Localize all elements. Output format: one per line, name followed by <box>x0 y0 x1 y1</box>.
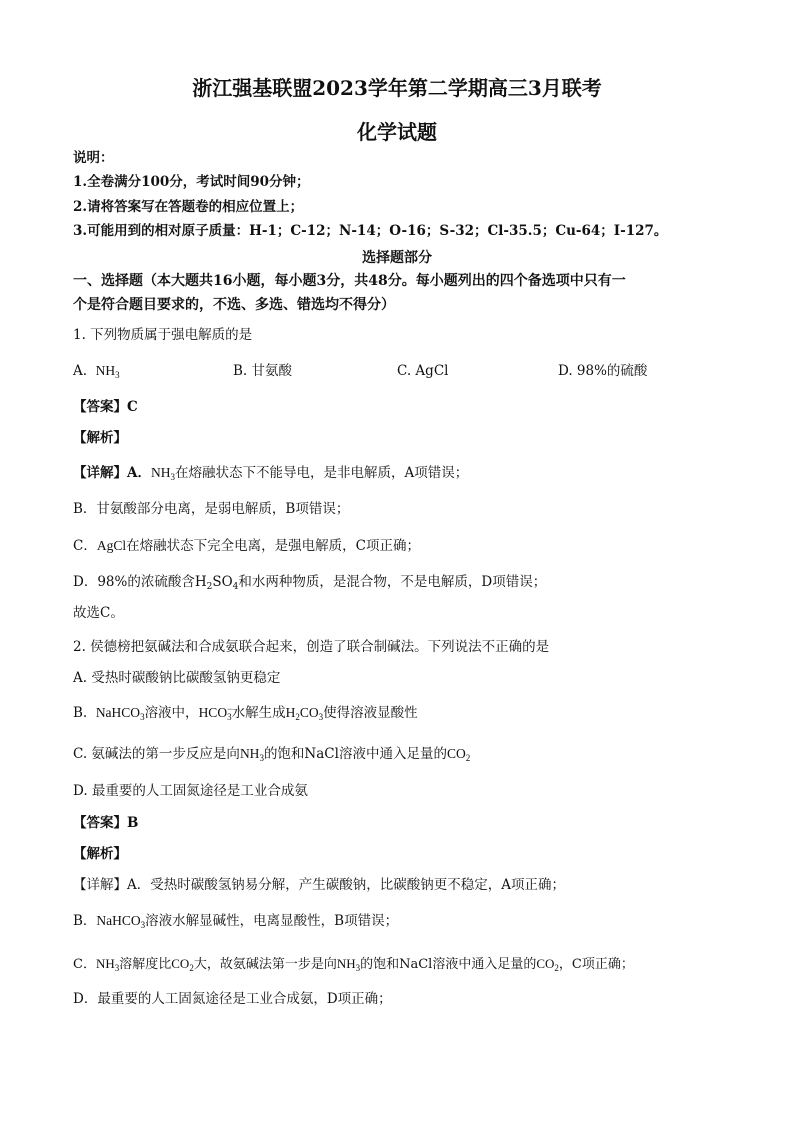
instructions-label: 说明： <box>73 150 114 166</box>
section-heading-line1: 一、选择题（本大题共16小题，每小题3分，共48分。每小题列出的四个备选项中只有一 <box>73 273 626 289</box>
q1-detail-a: 【详解】A．$NH_3$在熔融状态下不能导电，是非电解质，A项错误； <box>73 465 469 482</box>
q1-stem: 1. 下列物质属于强电解质的是 <box>73 327 253 343</box>
q1-option-d: D. 98%的硫酸 <box>558 363 648 379</box>
q1-answer: 【答案】C <box>73 399 138 415</box>
q2-answer: 【答案】B <box>73 815 139 831</box>
instruction-item-3: 3.可能用到的相对原子质量：H-1；C-12；N-14；O-16；S-32；Cl-35.5；Cu-64；I-127。 <box>73 223 668 239</box>
q1-analysis-label: 【解析】 <box>73 430 127 446</box>
q2-option-d: D. 最重要的人工固氮途径是工业合成氨 <box>73 783 308 799</box>
exam-title: 浙江强基联盟2023学年第二学期高三3月联考 <box>192 76 602 100</box>
q2-detail-a: 【详解】A．受热时碳酸氢钠易分解，产生碳酸钠，比碳酸钠更不稳定，A项正确； <box>73 877 565 893</box>
q2-detail-b: B．NaHCO$_3$溶液水解显碱性，电离显酸性，B项错误； <box>73 913 399 930</box>
q1-detail-b: B．甘氨酸部分电离，是弱电解质，B项错误； <box>73 501 350 517</box>
q2-option-b: B. NaHCO$_3$溶液中，$HCO^-_3$水解生成$H_2CO_3$使得溶液显酸性 <box>73 704 418 722</box>
q2-option-a: A. 受热时碳酸钠比碳酸氢钠更稳定 <box>73 670 281 686</box>
q2-analysis-label: 【解析】 <box>73 846 127 862</box>
q1-option-b: B. 甘氨酸 <box>233 363 293 379</box>
instruction-item-1: 1.全卷满分100分，考试时间90分钟； <box>73 174 310 190</box>
instruction-item-2: 2.请将答案写在答题卷的相应位置上； <box>73 199 304 215</box>
section-title: 选择题部分 <box>362 250 432 266</box>
q2-stem: 2. 侯德榜把氨碱法和合成氨联合起来，创造了联合制碱法。下列说法不正确的是 <box>73 639 550 655</box>
q1-detail-d: D．98%的浓硫酸含$H_2SO_4$和水两种物质，是混合物，不是电解质，D项错误； <box>73 574 547 592</box>
exam-subtitle: 化学试题 <box>357 120 437 144</box>
q2-detail-c: C．$NH_3$溶解度比$CO_2$大，故氨碱法第一步是向$NH_3$的饱和NaCl溶液中通入足量的$CO_2$，C项正确； <box>73 956 634 973</box>
section-heading-line2: 个是符合题目要求的，不选、多选、错选均不得分） <box>73 297 395 313</box>
q1-option-a: A. $NH_3$ <box>73 363 120 380</box>
q2-detail-d: D．最重要的人工固氮途径是工业合成氨，D项正确； <box>73 991 392 1007</box>
q2-option-c: C. 氨碱法的第一步反应是向$NH_3$的饱和NaCl溶液中通入足量的$CO_2$ <box>73 746 471 763</box>
q1-option-c: C. AgCl <box>397 363 449 379</box>
q1-conclusion: 故选C。 <box>73 605 124 621</box>
q1-detail-c: C．AgCl在熔融状态下完全电离，是强电解质，C项正确； <box>73 538 420 554</box>
